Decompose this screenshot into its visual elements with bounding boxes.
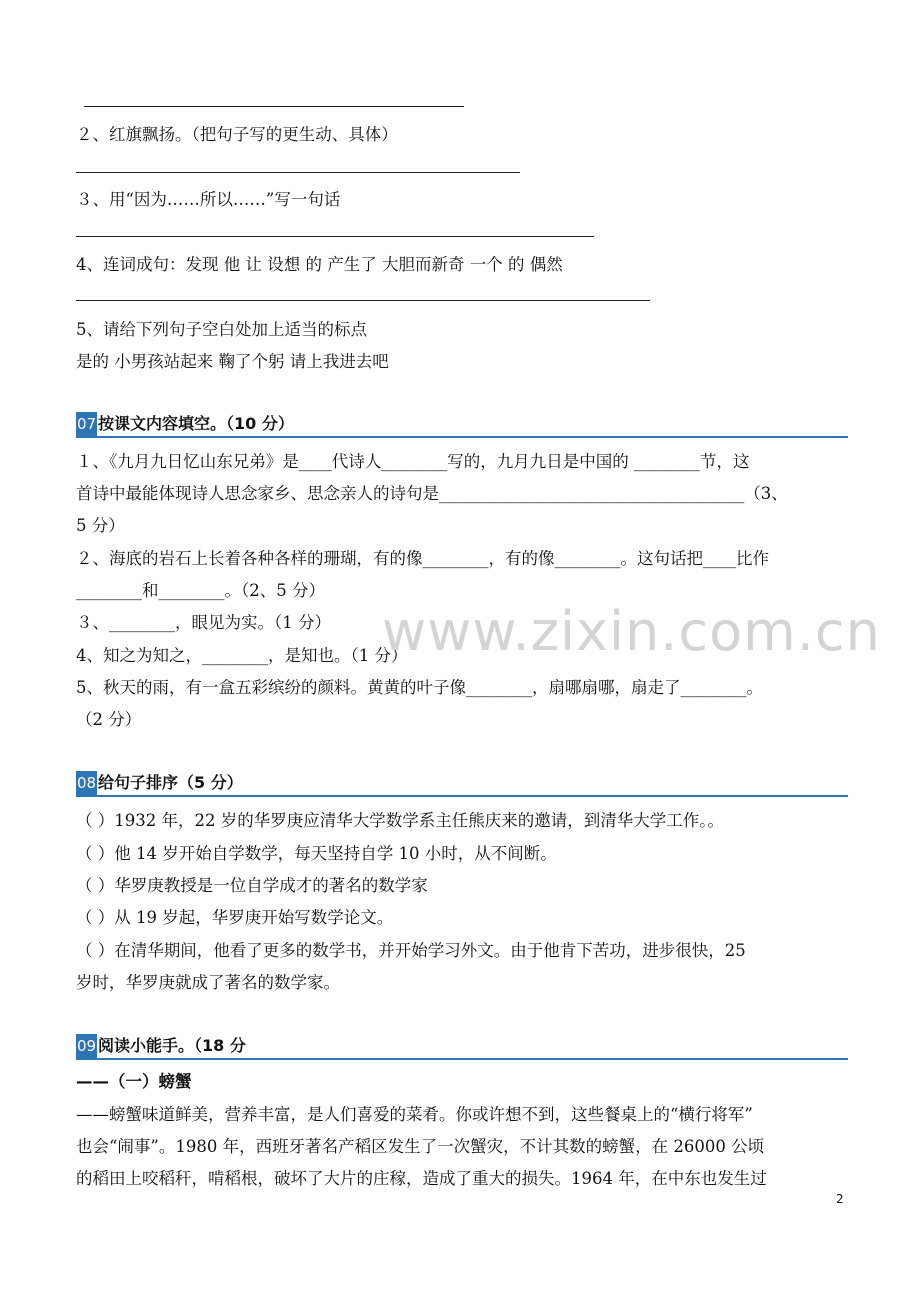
section-number: 09 [76,1034,97,1058]
question-line: ３、________，眼见为实。（1 分） [76,613,331,632]
ordering-item: （ ）1932 年，22 岁的华罗庚应清华大学数学系主任熊庆来的邀请，到清华大学工作。。 [76,811,724,830]
question-line: 5 分） [76,516,125,535]
section-09-heading [76,1034,848,1060]
question-text: 5、请给下列句子空白处加上适当的标点 [76,320,367,339]
question-line: 首诗中最能体现诗人思念家乡、思念亲人的诗句是_____________________________________（3、 [76,484,788,503]
question-text: 是的 小男孩站起来 鞠了个躬 请上我进去吧 [76,352,389,371]
answer-line [76,172,520,173]
ordering-item: （ ）华罗庚教授是一位自学成才的著名的数学家 [76,876,428,895]
question-line: 5、秋天的雨，有一盒五彩缤纷的颜料。黄黄的叶子像________，扇哪扇哪，扇走了________。 [76,678,763,697]
question-line: （2 分） [76,710,142,729]
ordering-item: （ ）从 19 岁起，华罗庚开始写数学论文。 [76,908,394,927]
watermark: www.zixin.com.cn [382,600,881,663]
page-number: 2 [836,1192,844,1206]
section-number: 08 [76,771,97,795]
section-07-heading [76,412,848,438]
reading-paragraph-line: ——螃蟹味道鲜美，营养丰富，是人们喜爱的菜肴。你或许想不到，这些餐桌上的“横行将军” [76,1105,753,1124]
reading-subtitle: ——（一）螃蟹 [76,1072,192,1091]
question-line: ________和________。（2、5 分） [76,581,325,600]
question-line: １、《九月九日忆山东兄弟》是____代诗人________写的，九月九日是中国的 ________节，这 [76,452,750,471]
section-title: 给句子排序（5 分） [98,773,243,792]
question-line: ２、海底的岩石上长着各种各样的珊瑚，有的像________，有的像________。这句话把____比作 [76,549,769,568]
ordering-item: 岁时，华罗庚就成了著名的数学家。 [76,973,340,992]
section-number: 07 [76,412,97,436]
question-text: ２、红旗飘扬。（把句子写的更生动、具体） [76,125,398,144]
section-title: 阅读小能手。（18 分 [98,1036,246,1055]
question-line: 4、知之为知之，________，是知也。（1 分） [76,646,408,665]
section-08-heading [76,771,848,797]
answer-line [76,300,650,301]
question-text: 4、连词成句：发现 他 让 设想 的 产生了 大胆而新奇 一个 的 偶然 [76,255,563,274]
ordering-item: （ ）在清华期间，他看了更多的数学书，并开始学习外文。由于他肯下苦功，进步很快，25 [76,941,746,960]
answer-line [84,106,464,107]
answer-line [76,236,594,237]
reading-paragraph-line: 也会“闹事”。1980 年，西班牙著名产稻区发生了一次蟹灾，不计其数的螃蟹，在 26000 公顷 [76,1137,765,1156]
ordering-item: （ ）他 14 岁开始自学数学，每天坚持自学 10 小时，从不间断。 [76,844,557,863]
section-title: 按课文内容填空。（10 分） [98,414,294,433]
question-text: ３、用“因为……所以……”写一句话 [76,190,341,209]
reading-paragraph-line: 的稻田上咬稻秆，啃稻根，破坏了大片的庄稼，造成了重大的损失。1964 年，在中东也发生过 [76,1169,767,1188]
